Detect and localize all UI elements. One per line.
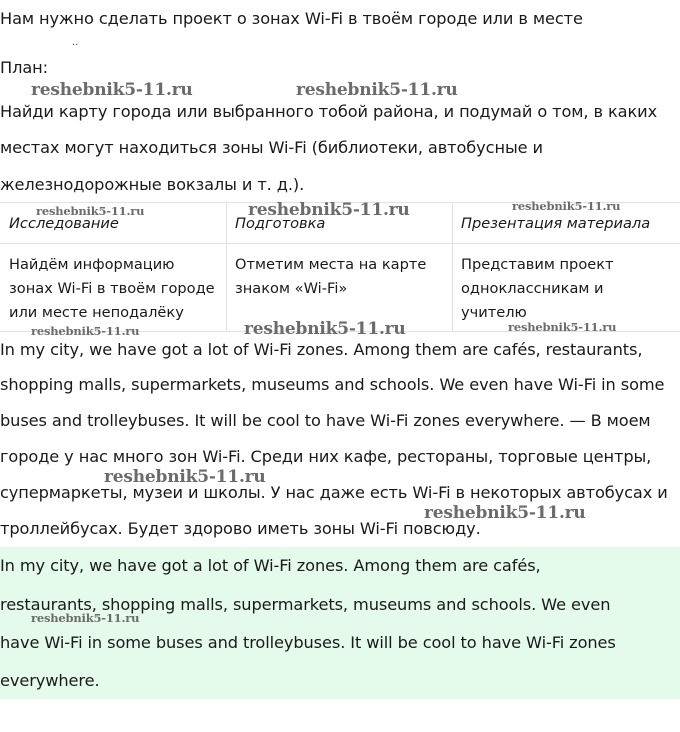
solution-line: троллейбусах. Будет здорово иметь зоны Wi-Fi повсюду. [0,519,481,538]
solution-line: In my city, we have got a lot of Wi-Fi zones. Among them are cafés, restaurants, [0,340,643,359]
watermark: reshebnik5-11.ru [31,611,140,625]
watermark: reshebnik5-11.ru [244,319,406,339]
table-header-presentation: Презентация материала [461,215,651,232]
table-cell-line: учителю [461,304,527,321]
answer-line: have Wi-Fi in some buses and trolleybuses. It will be cool to have Wi-Fi zones [0,633,616,652]
table-header-preparation: Подготовка [235,215,326,232]
watermark: reshebnik5-11.ru [424,503,586,523]
plan-line: Найди карту города или выбранного тобой района, и подумай о том, в каких [0,102,658,121]
table-header-research: Исследование [9,215,119,232]
watermark: reshebnik5-11.ru [104,467,266,487]
plan-label: План: [0,58,48,77]
table-cell-line: зонах Wi-Fi в твоём городе [9,280,215,297]
watermark: reshebnik5-11.ru [36,204,145,218]
watermark: reshebnik5-11.ru [31,324,140,338]
task-prompt: Нам нужно сделать проект о зонах Wi-Fi в твоём городе или в месте [0,9,583,28]
column-divider [226,203,227,331]
project-stages-table [0,202,680,332]
answer-line: restaurants, shopping malls, supermarkets, museums and schools. We even [0,595,611,614]
solution-line: buses and trolleybuses. It will be cool to have Wi-Fi zones everywhere. — В моем [0,411,651,430]
solution-line: shopping malls, supermarkets, museums and schools. We even have Wi-Fi in some [0,375,665,394]
answer-line: In my city, we have got a lot of Wi-Fi zones. Among them are cafés, [0,556,541,575]
watermark: reshebnik5-11.ru [508,320,617,334]
table-cell-line: или месте неподалёку [9,304,184,321]
table-cell-line: Найдём информацию [9,256,175,273]
watermark: reshebnik5-11.ru [512,199,621,213]
solution-line: городе у нас много зон Wi-Fi. Среди них кафе, рестораны, торговые центры, [0,447,652,466]
truncation-dots: .. [72,37,79,48]
plan-line: местах могут находиться зоны Wi-Fi (библиотеки, автобусные и [0,138,543,157]
watermark: reshebnik5-11.ru [248,200,410,220]
table-cell-line: Представим проект [461,256,614,273]
table-cell-line: знаком «Wi-Fi» [235,280,348,297]
watermark: reshebnik5-11.ru [31,80,193,100]
table-cell-line: Отметим места на карте [235,256,427,273]
watermark: reshebnik5-11.ru [296,80,458,100]
answer-line: everywhere. [0,671,100,690]
plan-line: железнодорожные вокзалы и т. д.). [0,175,305,194]
column-divider [452,203,453,331]
table-cell-line: одноклассникам и [461,280,604,297]
solution-line: супермаркеты, музеи и школы. У нас даже есть Wi-Fi в некоторых автобусах и [0,483,668,502]
